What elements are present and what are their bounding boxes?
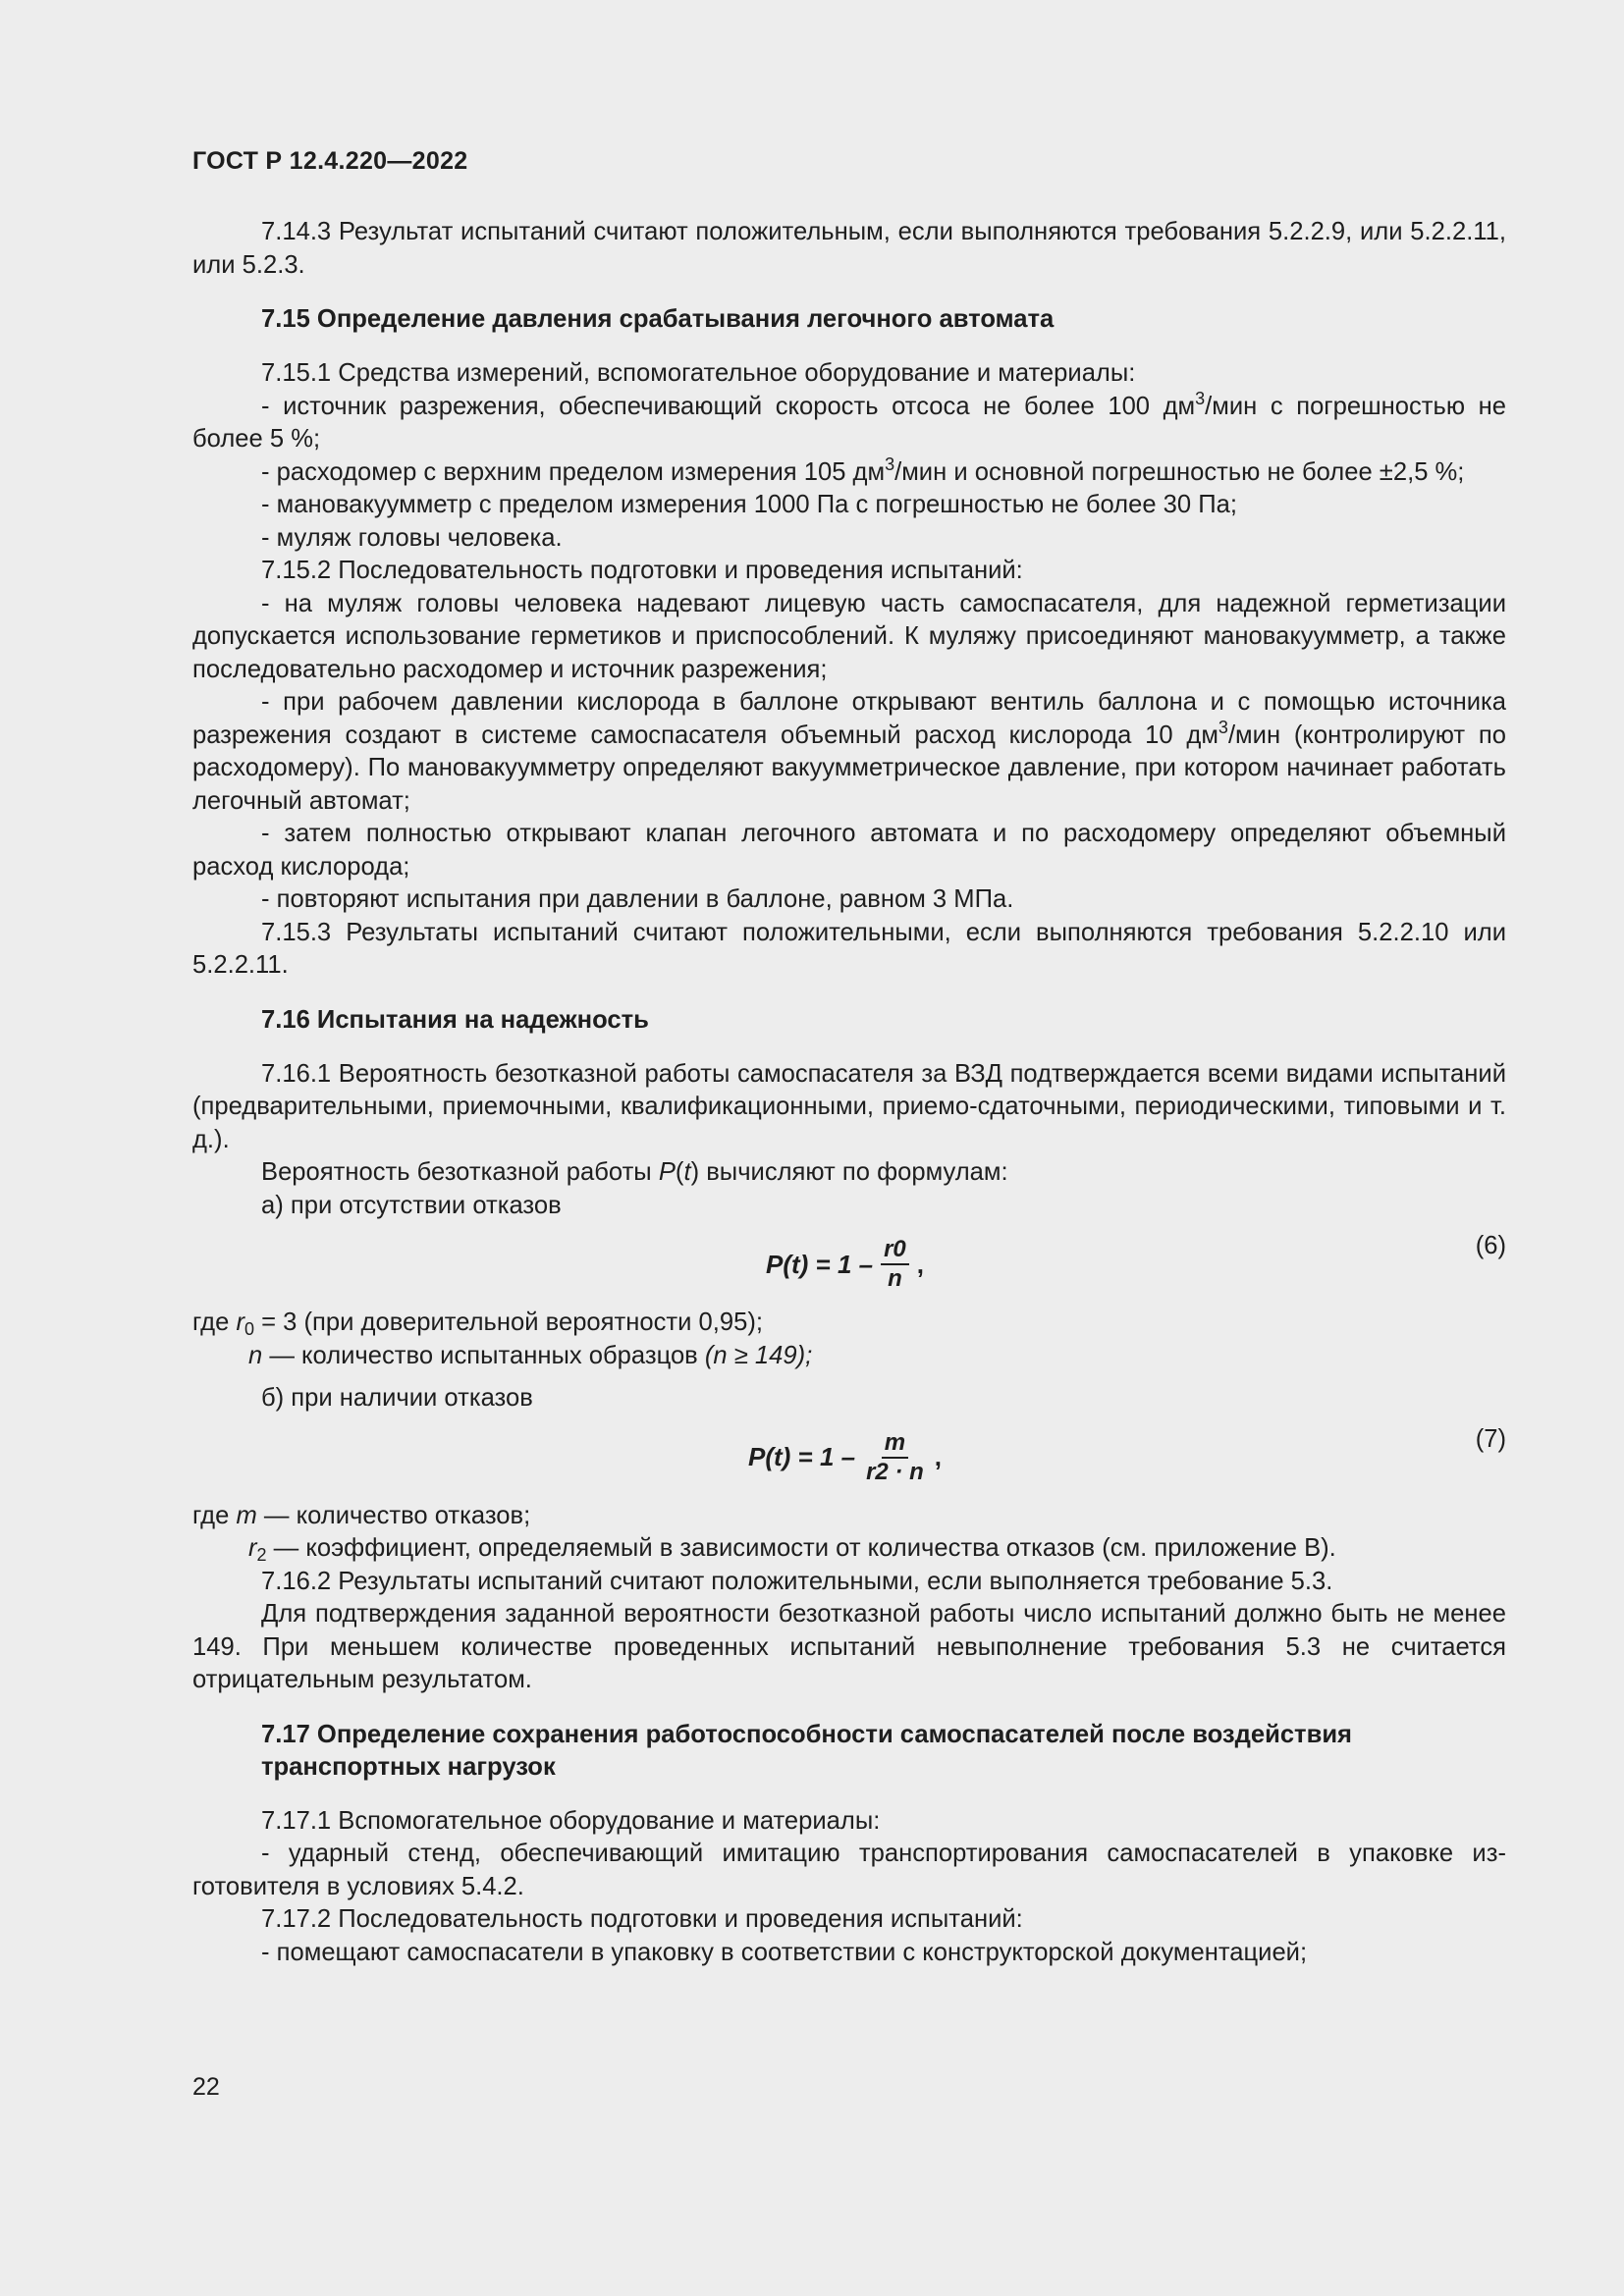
paragraph-7-14-3: 7.14.3 Результат испытаний считают положительным, если выполняются требования 5.2.2.9, или 5.2.2.11, или 5.2.3. [192, 218, 1506, 279]
list-item: - источник разрежения, обеспечивающий скорость отсоса не более 100 $дм^3$/мин с погрешностью не более 5 %; [192, 388, 1506, 453]
heading-7-15: 7.15 Определение давления срабатывания легочного автомата [261, 305, 1055, 333]
formula-6-numerator: r0 [881, 1237, 909, 1265]
formula-7-fraction [863, 1430, 927, 1485]
formula-6-number: (6) [1475, 1232, 1506, 1259]
paragraph-7-15-1: 7.15.1 Средства измерений, вспомогательное оборудование и материалы: [261, 359, 1136, 387]
paragraph-probability: Вероятность безотказной работы P(t) вычисляют по формулам: [261, 1158, 1008, 1186]
formula-6-lhs: P(t) = 1 – [766, 1249, 874, 1279]
list-item: - затем полностью открывают клапан легочного автомата и по расходомеру определяют объемный расход кислорода; [192, 820, 1506, 881]
where-m: где m — количество отказов; [192, 1501, 531, 1529]
paragraph-7-16-2-b: Для подтверждения заданной вероятности безотказной работы число испытаний должно быть не менее 149. При меньшем количестве проведенных испытаний невыполнение требования 5.3 не считается отрицательным результатом. [192, 1600, 1506, 1693]
list-item: - ударный стенд, обеспечивающий имитацию транспортирования самоспасателей в упаковке изготовителя в условиях 5.4.2. [192, 1840, 1506, 1900]
paragraph-7-15-2: 7.15.2 Последовательность подготовки и проведения испытаний: [261, 557, 1023, 584]
formula-7: P(t) = 1 – $\frac{m}{r2 \cdot n}$ , (7) [748, 1424, 1506, 1485]
heading-7-17: 7.17 Определение сохранения работоспособности самоспасателей после воздействия транспортных нагрузок [261, 1720, 1352, 1781]
list-item: - мановакуумметр с пределом измерения 1000 Па с погрешностью не более 30 Па; [261, 491, 1237, 518]
where-r2: $r_2$ — коэффициент, определяемый в зависимости от количества отказов (см. приложение В). [248, 1534, 1336, 1565]
list-item: - повторяют испытания при давлении в баллоне, равном 3 МПа. [261, 885, 1014, 913]
formula-7-numerator: m [882, 1430, 908, 1459]
formula-7-lhs: P(t) = 1 – [748, 1442, 856, 1471]
list-item: - на муляж головы человека надевают лицевую часть самоспасателя, для надежной герметизации допускается использование герметиков и приспособлений. К муляжу присоединяют мановакуумметр, а также последовательно расходомер и источник разрежения; [192, 589, 1506, 683]
paragraph-7-16-2: 7.16.2 Результаты испытаний считают положительными, если выполняется требование 5.3. [261, 1567, 1333, 1595]
case-b-text: б) при наличии отказов [261, 1384, 533, 1412]
formula-7-denominator: r2 · n [866, 1458, 924, 1485]
list-item: - при рабочем давлении кислорода в баллоне открывают вентиль баллона и с помощью источника разрежения создают в системе самоспасателя объемный расход кислорода 10 $дм^3$/мин (контролируют по расходомеру). По мановакуумметру определяют вакуумметрическое давление, при котором начинает работать легочный автомат; [192, 688, 1506, 815]
paragraph-7-16-1: 7.16.1 Вероятность безотказной работы самоспасателя за ВЗД подтверждается всеми видами испытаний (предварительными, приемочными, квалификационными, приемо-сдаточными, периодическими, типовыми и т. д.). [192, 1059, 1506, 1153]
paragraph-7-17-1: 7.17.1 Вспомогательное оборудование и материалы: [261, 1806, 881, 1835]
list-item: - расходомер с верхним пределом измерения 105 $дм^3$/мин и основной погрешностью не более ±2,5 %; [261, 454, 1465, 486]
paragraph-7-17-2: 7.17.2 Последовательность подготовки и проведения испытаний: [261, 1905, 1023, 1933]
where-r0: где $r_0 = 3$ (при доверительной вероятности 0,95); [192, 1308, 763, 1339]
page-number: 22 [192, 2073, 220, 2101]
formula-7-number: (7) [1475, 1424, 1506, 1453]
document-header: ГОСТ Р 12.4.220—2022 [192, 147, 468, 175]
formula-6-denominator: n [888, 1265, 902, 1292]
heading-7-16: 7.16 Испытания на надежность [261, 1005, 649, 1034]
where-n: n — количество испытанных образцов (n ≥ 149); [248, 1341, 813, 1369]
list-item: - помещают самоспасатели в упаковку в соответствии с конструкторской документацией; [261, 1938, 1308, 1966]
case-a-text: а) при отсутствии отказов [261, 1191, 562, 1219]
paragraph-7-15-3: 7.15.3 Результаты испытаний считают положительными, если выполняются требования 5.2.2.10 или 5.2.2.11. [192, 918, 1506, 979]
formula-6-fraction [881, 1237, 909, 1292]
list-item: - муляж головы человека. [261, 523, 563, 552]
formula-6: P(t) = 1 – $\frac{r0}{n}$ , (6) [766, 1232, 1506, 1292]
